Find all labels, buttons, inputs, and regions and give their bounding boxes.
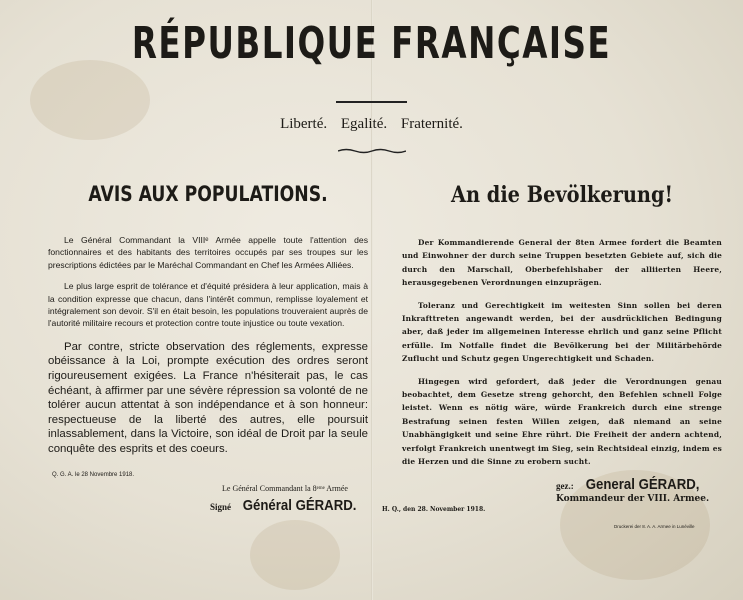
- ornament-divider: [338, 148, 406, 154]
- french-paragraph: Par contre, stricte observation des réglements, expresse obéissance à la Loi, prompte exécution des ordres seront rigoureusement exigées. La France n'hésiterait pas, le cas échéant, à affirmer par une sévère répression sa volonté de ne tolérer aucun attentat à son indépendance et à son honneur: respectueuse de la liberté des autres, elle poursuit inlassablement, dans la Victoire, son idéal de Droit par la seule conquête des esprits et des coeurs.: [48, 340, 368, 455]
- paper-stain: [250, 520, 340, 590]
- french-signature: [210, 484, 360, 515]
- german-paragraph: Hingegen wird gefordert, daß jeder die Verordnungen genau beobachtet, dem Gesetze streng gehorcht, den Befehlen schnell Folge leistet. Wenn es nötig wäre, würde Frankreich durch eine strenge Bestrafung seinen festen Willen zeigen, daß niemand an seine Unabhängigkeit und seine Ehre rührt. Die Freiheit der andern achtend, verfolgt Frankreich unentwegt im Sieg, sein Rechtsideal einzig, indem es die Herzen und die Sinne zu erobern sucht.: [402, 376, 722, 467]
- german-signature-role: Kommandeur der VIII. Armee.: [556, 494, 710, 504]
- motto: Liberté. Egalité. Fraternité.: [280, 116, 463, 132]
- title-divider: [336, 101, 407, 103]
- french-signature-name: Général GÉRARD.: [242, 497, 357, 514]
- german-paragraph: Toleranz und Gerechtigkeit im weitesten Sinn sollen bei deren Inkrafttreten angewandt werden, bei der ausdrücklichen Bedingung aber, daß jeder im allgemeinen Interesse ehrlich und ganz seine Pflicht erfülle. Im Notfalle findet die Bevölkerung bei der Militärbehörde Zuflucht und Schutz gegen Ungerechtigkeit und Schaden.: [402, 300, 722, 364]
- french-place-date: Q. G. A. le 28 Novembre 1918.: [52, 472, 135, 478]
- german-heading: An die Bevölkerung!: [450, 182, 674, 208]
- page-title: RÉPUBLIQUE FRANÇAISE: [131, 18, 612, 69]
- german-signature-prefix: gez.:: [556, 481, 574, 491]
- paper-fold: [371, 0, 373, 600]
- german-signature: [556, 476, 710, 504]
- german-notice: [402, 182, 722, 478]
- german-signature-name: General GÉRARD,: [585, 476, 700, 493]
- french-paragraph: Le Général Commandant la VIIIᵉ Armée appelle toute l'attention des fonctionnaires et des habitants des territoires occupés par ses troupes sur les prescriptions édictées par le Maréchal Commandant en Chef les Armées Alliées.: [48, 235, 368, 270]
- french-signature-role: Le Général Commandant la 8ᵉᵐᵉ Armée: [222, 484, 348, 493]
- french-paragraph: Le plus large esprit de tolérance et d'équité présidera à leur application, mais à la condition expresse que chacun, dans l'intérêt commun, remplisse loyalement et intégralement son devoir. S'il en était besoin, les populations trouveraient auprès de l'autorité militaire recours et protection contre toute injustice ou toute vexation.: [48, 281, 368, 329]
- french-heading: AVIS AUX POPULATIONS.: [88, 182, 328, 206]
- french-signature-prefix: Signé: [210, 502, 232, 512]
- printer-note: Druckerei der 8. A. A. Armee in Lunéville: [614, 524, 695, 529]
- french-notice: [48, 182, 368, 466]
- german-place-date: H. Q., den 28. November 1918.: [382, 506, 486, 513]
- german-paragraph: Der Kommandierende General der 8ten Armee fordert die Beamten und Einwohner der durch seine Truppen besetzten Gebiete auf, sich die durch den Marschall, Oberbefehlshaber der alliierten Heere, herausgegebenen Verordnungen einzuprägen.: [402, 238, 722, 288]
